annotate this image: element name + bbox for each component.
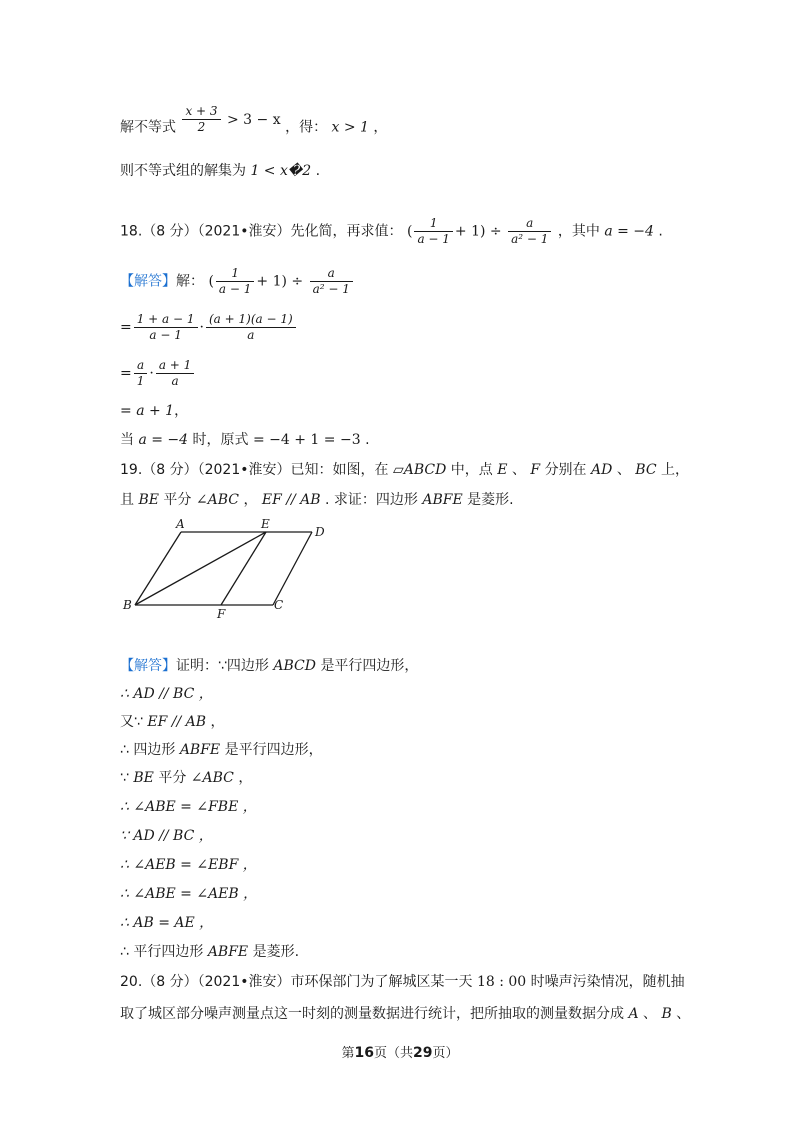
text-segment: ， <box>174 403 189 419</box>
fraction-denominator: a − 1 <box>134 327 198 343</box>
fraction-numerator: a <box>327 266 335 280</box>
page-number: 16 <box>354 1045 374 1061</box>
text-segment: 、 <box>643 1006 658 1022</box>
paren: ( <box>208 273 214 290</box>
text-segment: 当 <box>120 432 134 448</box>
math-expression: F <box>530 462 541 478</box>
text-segment: 上， <box>660 462 689 478</box>
math-expression: a = −4 <box>604 223 654 240</box>
fraction-numerator: x + 3 <box>185 104 218 118</box>
proof-line-2: ∴ AD // BC ， <box>120 686 213 702</box>
math-expression: ∠ABC <box>190 770 234 786</box>
text-segment: 分别在 <box>544 462 587 478</box>
fraction-numerator: 1 + a − 1 <box>136 312 195 326</box>
math-expression: a = −4 <box>138 432 189 448</box>
fraction <box>414 216 452 247</box>
question-header: 18.（8 分）（2021•淮安）先化简，再求值： <box>120 223 403 240</box>
math-expression: ABFE <box>179 742 221 758</box>
text-segment: 则不等式组的解集为 <box>120 163 246 179</box>
point-b-label: B <box>123 598 132 612</box>
fraction <box>182 104 220 135</box>
text-segment: 平分 <box>158 770 187 786</box>
text-segment: 是菱形. <box>252 944 300 960</box>
question-18 <box>120 216 663 247</box>
text-segment: 平分 <box>163 492 192 508</box>
math-expression: ABFE <box>422 492 463 508</box>
answer-18-step-4 <box>120 401 188 421</box>
proof-line-6: ∴ ∠ABE = ∠FBE ， <box>120 799 257 815</box>
text-segment: 取了城区部分噪声测量点这一时刻的测量数据进行统计，把所抽取的测量数据分成 <box>120 1006 624 1022</box>
question-20-line-1 <box>120 972 685 992</box>
fraction-denominator: 2 <box>182 119 220 135</box>
fraction-numerator: a <box>136 358 145 372</box>
inequality-line <box>120 104 388 143</box>
fraction <box>156 358 194 389</box>
math-expression: BC <box>635 462 657 478</box>
paren: ( <box>406 223 413 240</box>
proof-line-1 <box>120 656 418 676</box>
text-segment: ， <box>210 714 225 730</box>
math-expression: ABCD <box>273 658 316 674</box>
proof-line-8: ∴ ∠AEB = ∠EBF ， <box>120 857 257 873</box>
point-e-label: E <box>261 517 270 531</box>
text-segment: 是菱形. <box>467 492 514 508</box>
segment-be <box>135 532 266 605</box>
answer-18-step-1 <box>120 266 355 297</box>
text-segment: ，其中 <box>557 223 600 240</box>
math-expression: BE <box>138 492 159 508</box>
fraction <box>134 312 198 343</box>
text-segment: 且 <box>120 492 134 508</box>
answer-label: 【解答】 <box>120 658 176 674</box>
math-expression: A <box>628 1006 639 1022</box>
proof-line-5 <box>120 768 252 788</box>
answer-18-step-5 <box>120 430 370 450</box>
fraction-numerator: (a + 1)(a − 1) <box>208 312 293 326</box>
text-segment: 解： <box>176 273 204 290</box>
fraction-denominator: a − 1 <box>414 231 452 247</box>
equals-sign: = <box>120 319 132 336</box>
text-segment: . 求证：四边形 <box>325 492 418 508</box>
question-header: 20.（8 分）（2021•淮安）市环保部门为了解城区某一天 <box>120 974 473 990</box>
fraction-denominator: a <box>206 327 296 343</box>
solution-set-line <box>120 161 320 181</box>
text-segment: 是平行四边形， <box>224 742 323 758</box>
proof-line-10: ∴ AB = AE ， <box>120 915 214 931</box>
fraction <box>216 266 254 297</box>
fraction <box>310 266 353 297</box>
text-segment: 解不等式 <box>120 119 176 136</box>
point-c-label: C <box>274 598 284 612</box>
answer-label: 【解答】 <box>120 273 176 290</box>
question-20-line-2 <box>120 1004 690 1024</box>
math-expression: + 1) ÷ <box>256 273 304 290</box>
fraction <box>206 312 296 343</box>
text-segment: . <box>365 432 370 448</box>
equals-sign: = <box>120 365 132 382</box>
math-expression: E <box>497 462 508 478</box>
fraction <box>508 216 551 247</box>
point-d-label: D <box>315 525 325 539</box>
math-expression: 18 : 00 <box>476 974 527 990</box>
math-expression: AD <box>591 462 613 478</box>
fraction-denominator: a² − 1 <box>310 281 353 297</box>
text-segment: 时，原式 <box>192 432 249 448</box>
dot-operator: · <box>199 319 204 336</box>
text-segment: ∴ 平行四边形 <box>120 944 204 960</box>
math-expression: a + 1 <box>136 403 175 419</box>
segment-ef <box>221 532 266 605</box>
answer-18-step-2 <box>120 312 298 343</box>
text-segment: ∴ 四边形 <box>120 742 176 758</box>
equals-sign: = <box>120 403 132 419</box>
math-expression: x > 1 <box>331 119 369 136</box>
edge-dc <box>273 532 312 605</box>
fraction-denominator: 1 <box>134 373 148 389</box>
edge-ab <box>135 532 181 605</box>
fraction <box>134 358 148 389</box>
parallelogram-figure <box>118 516 338 620</box>
fraction-denominator: a − 1 <box>216 281 254 297</box>
fraction-denominator: a² − 1 <box>508 231 551 247</box>
point-f-label: F <box>217 607 226 620</box>
math-expression: EF // AB <box>147 714 207 730</box>
text-segment: 、 <box>616 462 631 478</box>
math-expression: BE <box>133 770 154 786</box>
math-expression: ∠ABC <box>195 492 239 508</box>
math-expression: B <box>661 1006 672 1022</box>
question-19-line-1 <box>120 460 689 480</box>
text-segment: 时噪声污染情况，随机抽 <box>530 974 685 990</box>
text-segment: . <box>315 163 321 179</box>
math-expression: + 1) ÷ <box>454 223 502 240</box>
text-segment: ，得： <box>285 119 328 136</box>
text-segment: 又∵ <box>120 714 143 730</box>
text-segment: 、 <box>676 1006 691 1022</box>
text-segment: 是平行四边形， <box>320 658 419 674</box>
text-segment: ， <box>243 492 258 508</box>
text-segment: ， <box>238 770 253 786</box>
text-segment: ∵ <box>120 770 129 786</box>
fraction-denominator: a <box>156 373 194 389</box>
answer-18-step-3 <box>120 358 196 389</box>
math-expression: > 3 − x <box>227 111 281 128</box>
question-header: 19.（8 分）（2021•淮安）已知：如图，在 <box>120 462 389 478</box>
text-segment: . <box>658 223 663 240</box>
page-total: 29 <box>413 1045 433 1061</box>
proof-line-7: ∵ AD // BC ， <box>120 828 213 844</box>
math-expression: = −4 + 1 = −3 <box>252 432 361 448</box>
proof-line-11 <box>120 942 299 962</box>
math-expression: ABFE <box>207 944 249 960</box>
point-a-label: A <box>176 517 185 531</box>
question-19-line-2 <box>120 490 514 510</box>
footer-text: 页（共 <box>373 1046 413 1061</box>
text-segment: 、 <box>511 462 526 478</box>
fraction-numerator: 1 <box>429 216 438 230</box>
math-expression: ▱ABCD <box>392 462 447 478</box>
proof-line-4 <box>120 740 323 760</box>
text-segment: 证明：∵四边形 <box>176 658 269 674</box>
footer-text: 第 <box>341 1046 355 1061</box>
proof-line-3 <box>120 712 225 732</box>
fraction-numerator: 1 <box>231 266 239 280</box>
dot-operator: · <box>149 365 154 382</box>
math-expression: 1 < x�2 <box>250 163 312 179</box>
math-expression: EF // AB <box>261 492 321 508</box>
fraction-numerator: a + 1 <box>158 358 192 372</box>
text-segment: ， <box>373 119 388 136</box>
text-segment: 中，点 <box>450 462 493 478</box>
fraction-numerator: a <box>526 216 534 230</box>
proof-line-9: ∴ ∠ABE = ∠AEB ， <box>120 886 258 902</box>
footer-text: 页） <box>432 1046 459 1061</box>
page-footer <box>0 1042 800 1061</box>
